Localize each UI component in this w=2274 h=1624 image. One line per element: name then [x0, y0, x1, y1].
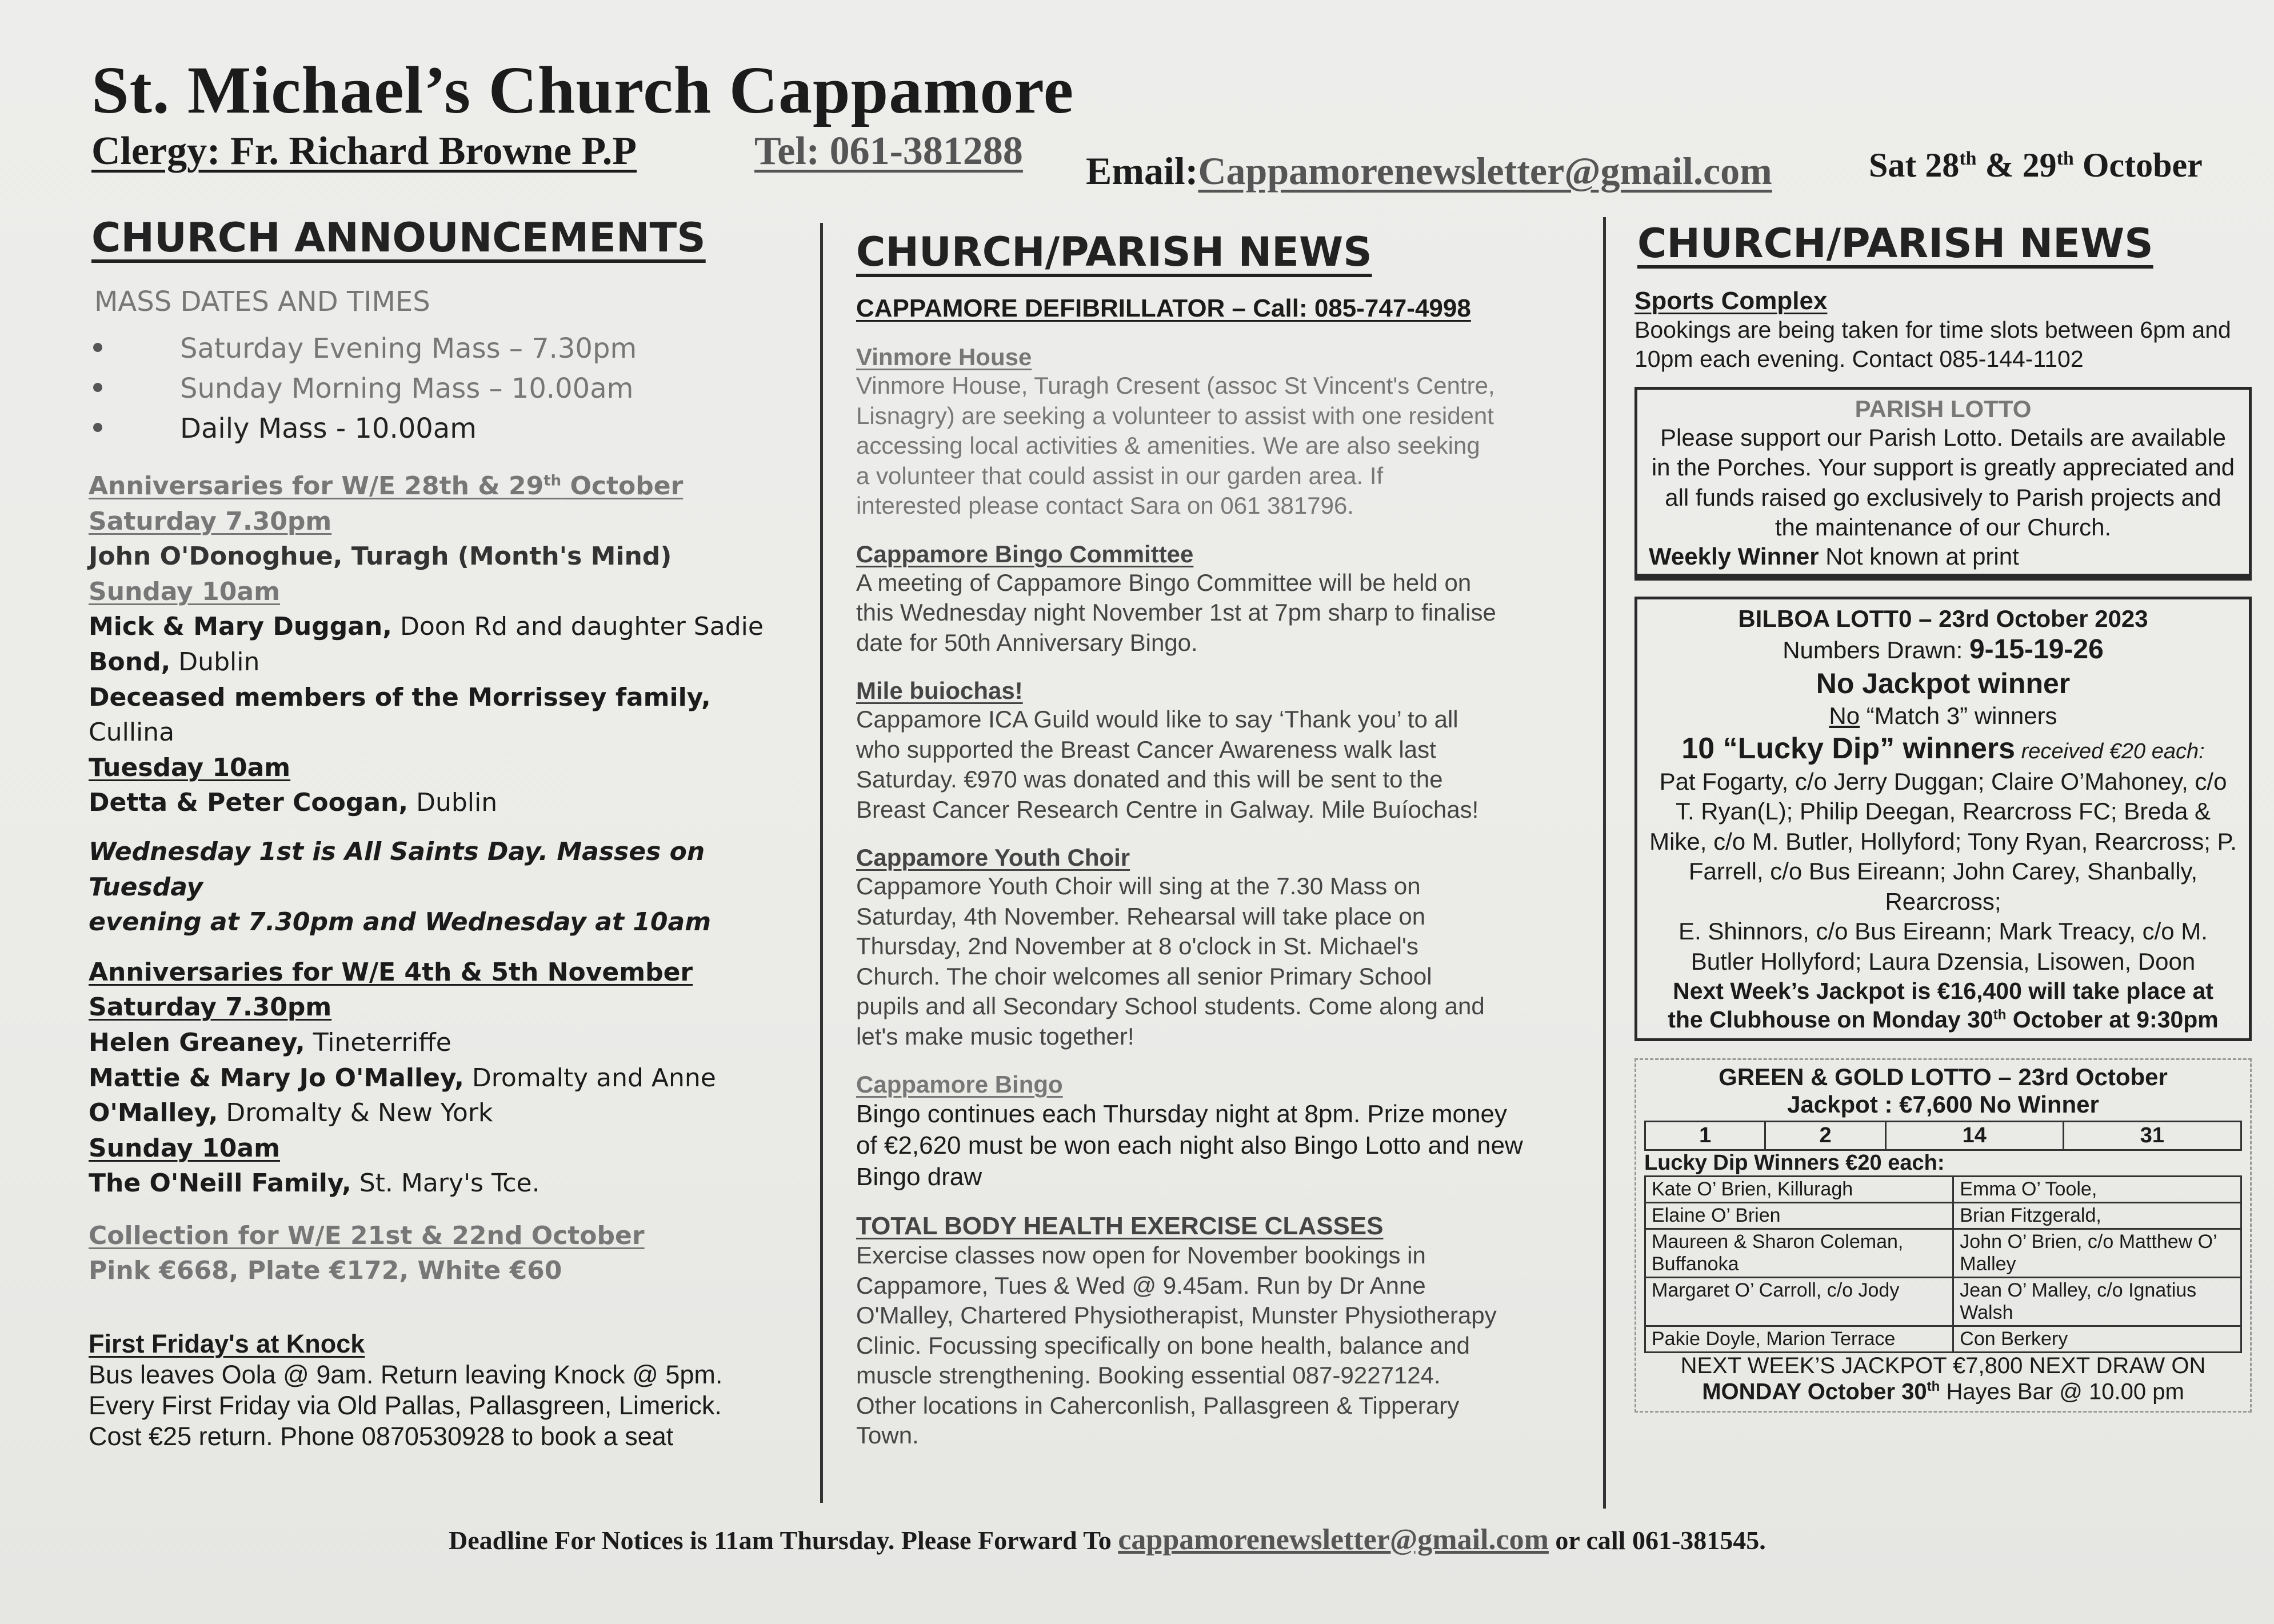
next-jackpot-sup: th — [1993, 1007, 2007, 1023]
next-jackpot-line-1: Next Week’s Jackpot is €16,400 will take place at — [1673, 978, 2213, 1005]
date-line — [1869, 146, 2203, 185]
intention-place: Dromalty & New York — [218, 1098, 493, 1128]
clergy-line: Clergy: Fr. Richard Browne P.P — [91, 129, 637, 173]
intention-name: Deceased members of the Morrissey family, — [89, 682, 711, 712]
vinmore-line: interested please contact Sara on 061 381796. — [856, 492, 1354, 519]
mass-item — [89, 333, 792, 373]
green-gold-lucky-heading: Lucky Dip Winners €20 each: — [1644, 1151, 1945, 1175]
match-label: “Match 3” winners — [1860, 702, 2057, 730]
intention-place: Tineterriffe — [305, 1027, 451, 1057]
winner-cell: Jean O’ Malley, c/o Ignatius Walsh — [1953, 1278, 2241, 1326]
intention-name: Detta & Peter Coogan, — [89, 788, 409, 818]
bingo-line: Bingo draw — [856, 1163, 982, 1191]
announcements-column — [89, 286, 792, 1452]
date-sat: Sat 28 — [1869, 146, 1960, 184]
lucky-dip-amount: received €20 each: — [2015, 739, 2205, 763]
parish-news-column-2 — [1634, 287, 2252, 1413]
bilboa-jackpot: No Jackpot winner — [1816, 667, 2071, 700]
saturday-intention: John O'Donoghue, Turagh (Month's Mind) — [89, 542, 672, 571]
youth-choir-heading: Cappamore Youth Choir — [856, 844, 1130, 871]
email-label: Email: — [1086, 149, 1198, 193]
knock-heading: First Friday's at Knock — [89, 1329, 365, 1359]
intention-name: Helen Greaney, — [89, 1027, 305, 1057]
mass-item — [89, 413, 792, 453]
saturday-heading-2: Saturday 7.30pm — [89, 993, 332, 1022]
youth-choir-line: pupils and all Secondary School students. Come along and — [856, 993, 1485, 1019]
parish-lotto-box — [1634, 387, 2252, 581]
vinmore-line: a volunteer that could assist in our garden area. If — [856, 462, 1384, 489]
parish-news-heading-1: CHURCH/PARISH NEWS — [856, 229, 1372, 275]
mass-list — [89, 333, 792, 453]
table-row — [1645, 1278, 2241, 1326]
knock-line-2: Every First Friday via Old Pallas, Pallasgreen, Limerick. — [89, 1391, 722, 1421]
table-row — [1645, 1229, 2241, 1278]
intention-place: Dublin — [408, 788, 498, 818]
youth-choir-line: Cappamore Youth Choir will sing at the 7.30 Mass on — [856, 873, 1421, 899]
exercise-line: Clinic. Focussing specifically on bone health, balance and — [856, 1331, 1470, 1359]
sports-complex-line: Bookings are being taken for time slots between 6pm and — [1634, 317, 2231, 343]
intention-name: Bond, — [89, 647, 171, 677]
weekly-winner-value: Not known at print — [1819, 542, 2019, 570]
sunday-intention-1 — [89, 609, 792, 645]
sunday-intention-2 — [89, 645, 792, 680]
intention-place: Dromalty and Anne — [463, 1063, 716, 1093]
tuesday-intention — [89, 785, 792, 821]
next-draw-venue: Hayes Bar @ 10.00 pm — [1940, 1379, 2184, 1405]
parish-lotto-heading: PARISH LOTTO — [1855, 395, 2032, 422]
collection-heading: Collection for W/E 21st & 22nd October — [89, 1221, 645, 1250]
footer-call: or call 061-381545. — [1548, 1526, 1766, 1555]
anniversaries-heading-1 — [89, 469, 792, 504]
sunday-intention-4 — [89, 1166, 792, 1201]
mass-item — [89, 373, 792, 413]
table-row — [1645, 1177, 2241, 1203]
bingo-committee-line: this Wednesday night November 1st at 7pm sharp to finalise — [856, 599, 1496, 626]
green-gold-numbers — [1644, 1121, 2242, 1151]
bilboa-match — [1646, 701, 2240, 730]
youth-choir-line: Thursday, 2nd November at 8 o'clock in St. Michael's — [856, 933, 1419, 959]
bilboa-numbers-line — [1646, 633, 2240, 667]
vinmore-line: Vinmore House, Turagh Cresent (assoc St Vincent's Centre, — [856, 372, 1495, 399]
green-gold-next-1: NEXT WEEK’S JACKPOT €7,800 NEXT DRAW ON — [1680, 1353, 2206, 1379]
winner-cell: Maureen & Sharon Coleman, Buffanoka — [1645, 1229, 1953, 1278]
bingo-heading: Cappamore Bingo — [856, 1071, 1063, 1098]
vinmore-line: accessing local activities & amenities. We are also seeking — [856, 432, 1480, 459]
winner-cell: Emma O’ Toole, — [1953, 1177, 2241, 1203]
defibrillator-notice: CAPPAMORE DEFIBRILLATOR – Call: 085-747-4998 — [856, 294, 1471, 322]
parish-lotto-line: in the Porches. Your support is greatly appreciated and — [1651, 454, 2235, 481]
bullet-icon — [93, 383, 102, 392]
mass-times-heading: MASS DATES AND TIMES — [94, 286, 430, 318]
intention-place: Doon Rd and daughter Sadie — [391, 612, 764, 642]
youth-choir-line: Saturday, 4th November. Rehearsal will take place on — [856, 902, 1426, 930]
exercise-line: Cappamore, Tues & Wed @ 9.45am. Run by Dr Anne — [856, 1271, 1426, 1299]
mile-buiochas-line: Breast Cancer Research Centre in Galway. Mile Buíochas! — [856, 795, 1479, 823]
saturday-intention-1 — [89, 1025, 792, 1061]
winner-cell: Kate O’ Brien, Killuragh — [1645, 1177, 1953, 1203]
bullet-icon — [93, 343, 102, 352]
intention-name: Mattie & Mary Jo O'Malley, — [89, 1063, 464, 1093]
exercise-line: Town. — [856, 1422, 919, 1449]
match-no: No — [1829, 702, 1860, 730]
all-saints-line-2: evening at 7.30pm and Wednesday at 10am — [89, 907, 712, 937]
green-gold-jackpot: Jackpot : €7,600 No Winner — [1787, 1091, 2099, 1118]
telephone: Tel: 061-381288 — [754, 129, 1023, 173]
bilboa-heading: BILBOA LOTT0 – 23rd October 2023 — [1738, 605, 2148, 632]
newsletter-title: St. Michael’s Church Cappamore — [91, 53, 1074, 127]
date-month: October — [2073, 146, 2203, 184]
exercise-line: muscle strengthening. Booking essential 087-9227124. — [856, 1362, 1441, 1389]
intention-name: The O'Neill Family, — [89, 1169, 351, 1198]
number-cell: 31 — [2063, 1122, 2241, 1150]
mile-buiochas-heading: Mile buiochas! — [856, 677, 1023, 704]
mass-item-label: Saturday Evening Mass – 7.30pm — [180, 333, 637, 365]
lucky-dip-line: Rearcross; — [1885, 887, 2001, 915]
numbers-drawn: 9-15-19-26 — [1969, 634, 2104, 665]
footer-text: Deadline For Notices is 11am Thursday. Please Forward To — [449, 1526, 1118, 1555]
email-link[interactable]: Cappamorenewsletter@gmail.com — [1198, 149, 1772, 193]
email-line — [1086, 149, 1772, 194]
exercise-line: Exercise classes now open for November bookings in — [856, 1242, 1426, 1269]
table-row — [1645, 1326, 2241, 1353]
number-cell: 2 — [1765, 1122, 1885, 1150]
exercise-classes-heading: TOTAL BODY HEALTH EXERCISE CLASSES — [856, 1212, 1384, 1240]
intention-place: Cullina — [89, 718, 175, 747]
table-row — [1645, 1203, 2241, 1229]
anniversaries-heading-2: Anniversaries for W/E 4th & 5th November — [89, 957, 693, 987]
green-gold-winners-table — [1644, 1175, 2242, 1353]
saturday-intention-2 — [89, 1061, 792, 1096]
intention-place: Dublin — [170, 647, 260, 677]
next-draw-sup: th — [1927, 1379, 1940, 1395]
parish-news-column-1 — [856, 294, 1565, 1451]
saturday-heading-1: Saturday 7.30pm — [89, 506, 332, 536]
parish-lotto-line: all funds raised go exclusively to Parish projects and — [1665, 483, 2221, 511]
intention-place: St. Mary's Tce. — [351, 1169, 540, 1198]
winner-cell: Pakie Doyle, Marion Terrace — [1645, 1326, 1953, 1353]
mass-item-label: Daily Mass - 10.00am — [180, 413, 477, 445]
exercise-line: Other locations in Caherconlish, Pallasgreen & Tipperary — [856, 1391, 1460, 1419]
next-draw-day: MONDAY October 30 — [1702, 1379, 1927, 1405]
anniv1-title-sup: th — [543, 472, 562, 490]
vinmore-heading: Vinmore House — [856, 343, 1032, 370]
bilboa-lotto-box — [1634, 597, 2252, 1042]
green-gold-heading: GREEN & GOLD LOTTO – 23rd October — [1719, 1063, 2168, 1091]
mile-buiochas-line: Cappamore ICA Guild would like to say ‘Thank you’ to all — [856, 706, 1458, 733]
knock-line-1: Bus leaves Oola @ 9am. Return leaving Knock @ 5pm. — [89, 1360, 723, 1390]
date-and: & 29 — [1976, 146, 2057, 184]
winner-cell: Con Berkery — [1953, 1326, 2241, 1353]
youth-choir-line: Church. The choir welcomes all senior Primary School — [856, 962, 1432, 990]
date-sup1: th — [1959, 148, 1977, 169]
knock-line-3: Cost €25 return. Phone 0870530928 to book a seat — [89, 1422, 674, 1451]
sports-complex-heading: Sports Complex — [1634, 287, 1828, 315]
bullet-icon — [93, 423, 102, 432]
bingo-committee-line: date for 50th Anniversary Bingo. — [856, 629, 1198, 656]
parish-lotto-line: the maintenance of our Church. — [1775, 514, 2112, 541]
next-jackpot-2a: the Clubhouse on Monday 30 — [1668, 1006, 1993, 1033]
footer-deadline — [449, 1523, 1766, 1557]
winner-cell: Elaine O’ Brien — [1645, 1203, 1953, 1229]
bingo-line: Bingo continues each Thursday night at 8pm. Prize money — [856, 1100, 1507, 1128]
mile-buiochas-line: who supported the Breast Cancer Awareness walk last — [856, 735, 1436, 763]
lucky-dip-line: Pat Fogarty, c/o Jerry Duggan; Claire O’Mahoney, c/o — [1659, 767, 2227, 795]
lucky-dip-heading — [1646, 731, 2240, 767]
number-cell: 14 — [1885, 1122, 2063, 1150]
tuesday-heading: Tuesday 10am — [89, 753, 291, 782]
parish-lotto-line: Please support our Parish Lotto. Details are available — [1660, 423, 2226, 451]
green-gold-next-2 — [1644, 1379, 2242, 1405]
sunday-heading-1: Sunday 10am — [89, 577, 280, 606]
footer-email-link[interactable]: cappamorenewsletter@gmail.com — [1118, 1523, 1549, 1556]
bingo-committee-line: A meeting of Cappamore Bingo Committee will be held on — [856, 569, 1472, 596]
numbers-row — [1645, 1122, 2241, 1150]
collection-amounts: Pink €668, Plate €172, White €60 — [89, 1256, 562, 1286]
youth-choir-line: let's make music together! — [856, 1022, 1134, 1050]
winner-cell: Margaret O’ Carroll, c/o Jody — [1645, 1278, 1953, 1326]
sunday-intention-3 — [89, 680, 792, 750]
lucky-dip-line: T. Ryan(L); Philip Deegan, Rearcross FC; Breda & — [1675, 798, 2211, 825]
date-sup2: th — [2056, 148, 2074, 169]
column-divider-2 — [1603, 217, 1606, 1509]
mile-buiochas-line: Saturday. €970 was donated and this will be sent to the — [856, 766, 1443, 793]
column-divider-1 — [820, 223, 823, 1503]
lucky-dip-title: 10 “Lucky Dip” winners — [1681, 731, 2016, 765]
sports-complex-line: 10pm each evening. Contact 085-144-1102 — [1634, 346, 2084, 373]
intention-name: O'Malley, — [89, 1098, 218, 1128]
weekly-winner — [1649, 543, 2237, 570]
parish-news-heading-2: CHURCH/PARISH NEWS — [1637, 220, 2153, 267]
anniv1-title-b: October — [561, 471, 684, 501]
intention-name: Mick & Mary Duggan, — [89, 612, 392, 642]
all-saints-notice — [89, 834, 792, 940]
green-gold-lotto-box — [1634, 1058, 2252, 1412]
vinmore-line: Lisnagry) are seeking a volunteer to assist with one resident — [856, 402, 1494, 429]
lucky-dip-line: Farrell, c/o Bus Eireann; John Carey, Shanbally, — [1688, 858, 2198, 885]
church-announcements-heading: CHURCH ANNOUNCEMENTS — [91, 214, 706, 261]
all-saints-line-1: Wednesday 1st is All Saints Day. Masses on Tuesday — [89, 837, 705, 902]
next-jackpot-line-2 — [1646, 1005, 2240, 1034]
saturday-intention-3 — [89, 1095, 792, 1131]
sunday-heading-2: Sunday 10am — [89, 1133, 280, 1163]
lucky-dip-line: Mike, c/o M. Butler, Hollyford; Tony Ryan, Rearcross; P. — [1649, 827, 2237, 855]
winner-cell: Brian Fitzgerald, — [1953, 1203, 2241, 1229]
bingo-committee-heading: Cappamore Bingo Committee — [856, 540, 1194, 567]
next-jackpot-2b: October at 9:30pm — [2006, 1006, 2219, 1033]
lucky-dip-line: Butler Hollyford; Laura Dzensia, Lisowen, Doon — [1690, 947, 2196, 975]
bingo-line: of €2,620 must be won each night also Bingo Lotto and new — [856, 1131, 1523, 1159]
mass-item-label: Sunday Morning Mass – 10.00am — [180, 373, 634, 405]
anniv1-title-a: Anniversaries for W/E 28th & 29 — [89, 471, 544, 501]
weekly-winner-label: Weekly Winner — [1649, 542, 1819, 570]
lucky-dip-line: E. Shinnors, c/o Bus Eireann; Mark Treacy, c/o M. — [1678, 918, 2208, 945]
winner-cell: John O’ Brien, c/o Matthew O’ Malley — [1953, 1229, 2241, 1278]
numbers-label: Numbers Drawn: — [1783, 636, 1969, 663]
exercise-line: O'Malley, Chartered Physiotherapist, Munster Physiotherapy — [856, 1302, 1497, 1329]
number-cell: 1 — [1645, 1122, 1765, 1150]
